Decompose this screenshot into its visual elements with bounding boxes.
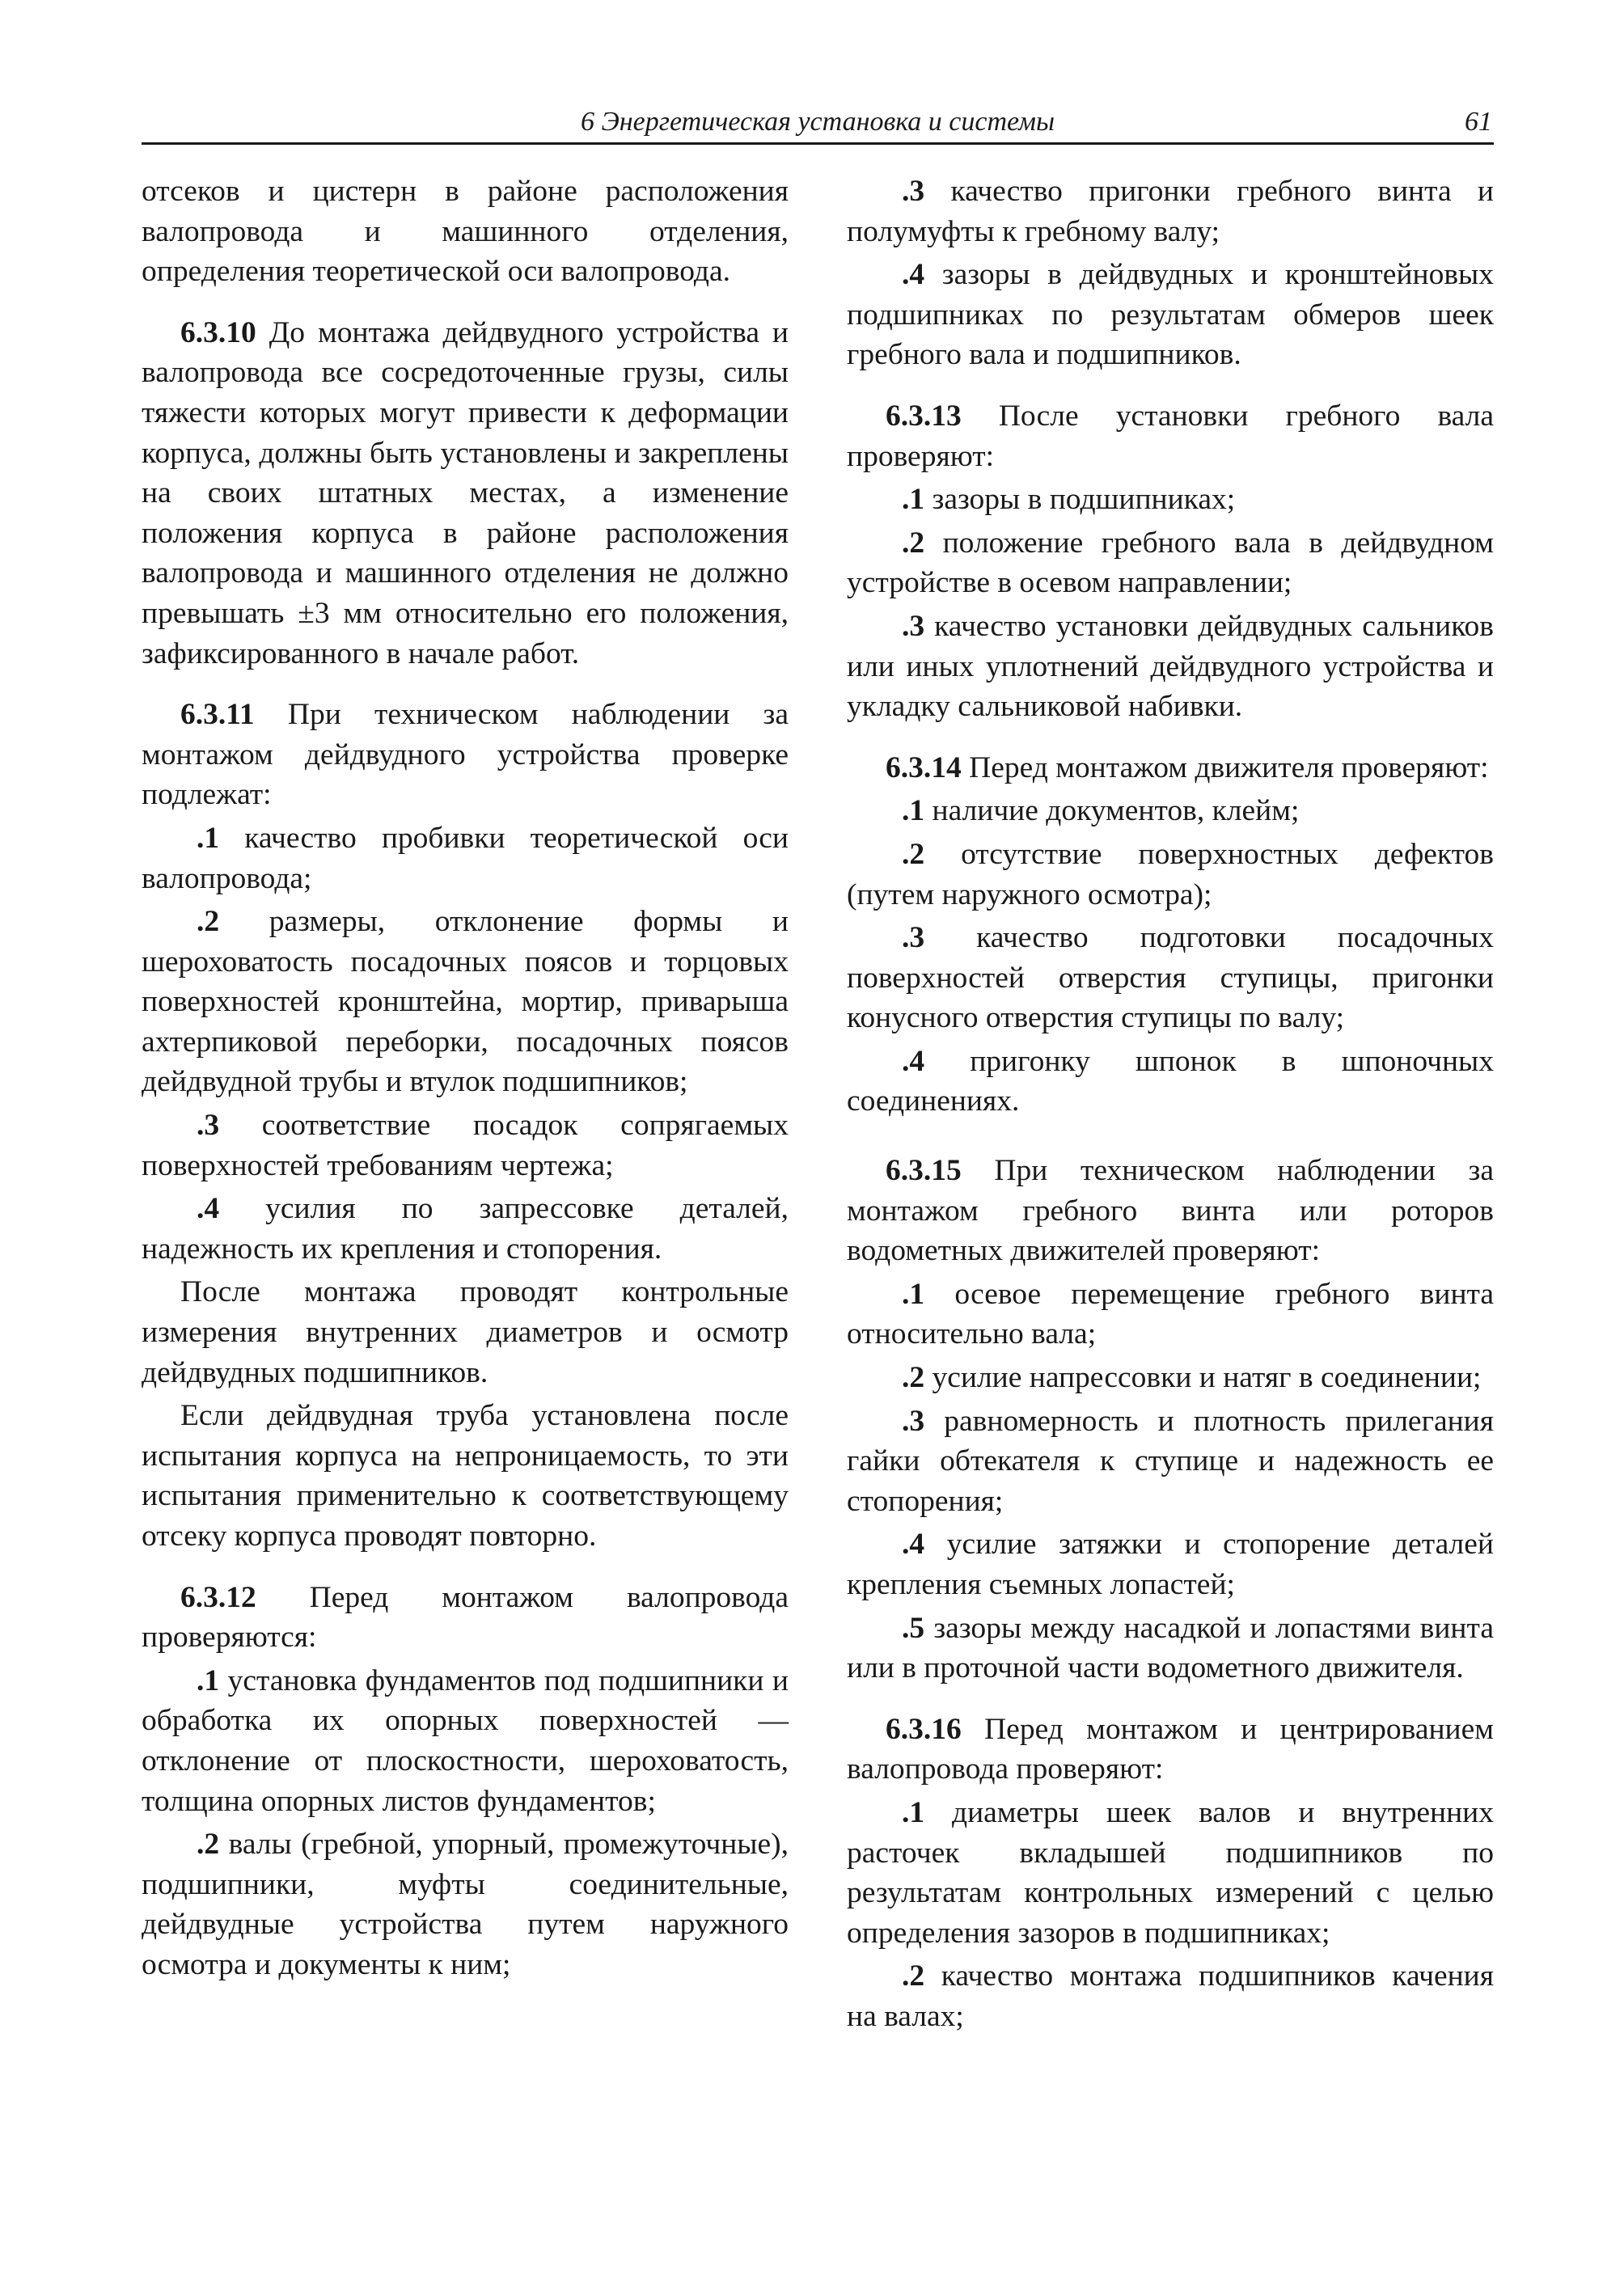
list-item: [847, 255, 1494, 375]
list-item: [847, 1608, 1494, 1689]
section-number: 6.3.10: [180, 315, 256, 349]
section-number: 6.3.15: [886, 1154, 962, 1188]
paragraph: Если дейдвудная труба установлена после испытания корпуса на непроницаемость, то эти испытания применительно к соответствующему отсеку корпуса проводят повторно.: [142, 1399, 789, 1553]
item-text: осевое перемещение гребного винта относительно вала;: [847, 1277, 1494, 1351]
item-number: .1: [902, 1795, 925, 1829]
item-text: отсутствие поверхностных дефектов (путем наружного осмотра);: [847, 837, 1494, 911]
list-item: [847, 1524, 1494, 1604]
item-number: .2: [902, 1361, 925, 1395]
item-number: .5: [902, 1611, 925, 1645]
item-number: .1: [197, 1663, 220, 1697]
item-number: .2: [197, 1828, 220, 1862]
item-text: качество пригонки гребного винта и полумуфты к гребному валу;: [847, 175, 1494, 248]
list-item: [847, 835, 1494, 915]
item-number: .1: [902, 1277, 925, 1311]
item-text: валы (гребной, упорный, промежуточные), подшипники, муфты соединительные, дейдвудные устройства путем наружного осмотра и документы к ним;: [142, 1828, 789, 1981]
list-item: [847, 480, 1494, 520]
item-text: зазоры в дейдвудных и кронштейновых подшипниках по результатам обмеров шеек гребного вала и подшипников.: [847, 258, 1494, 372]
item-number: .3: [197, 1109, 220, 1143]
list-item: [142, 1189, 789, 1269]
item-number: .3: [902, 1404, 925, 1438]
running-header: [142, 104, 1494, 145]
item-number: .4: [197, 1192, 220, 1226]
item-text: диаметры шеек валов и внутренних расточек вкладышей подшипников по результатам контрольных измерений с целью определения зазоров в подшипниках;: [847, 1795, 1494, 1950]
section-6-3-13: [847, 396, 1494, 476]
item-text: пригонку шпонок в шпоночных соединениях.: [847, 1044, 1494, 1118]
item-number: .1: [902, 794, 925, 828]
section-6-3-14: [847, 748, 1494, 788]
item-number: .3: [902, 175, 925, 208]
section-number: 6.3.13: [886, 399, 962, 433]
section-number: 6.3.14: [886, 750, 962, 784]
item-text: усилие затяжки и стопорение деталей крепления съемных лопастей;: [847, 1528, 1494, 1601]
list-item: [847, 918, 1494, 1038]
item-number: .4: [902, 1528, 925, 1562]
section-text: После установки гребного вала проверяют:: [847, 399, 1494, 473]
list-item: [847, 523, 1494, 603]
item-text: зазоры между насадкой и лопастями винта или в проточной части водометного движителя.: [847, 1611, 1494, 1685]
item-text: равномерность и плотность прилегания гайки обтекателя к ступице и надежность ее стопорения;: [847, 1404, 1494, 1518]
item-text: качество установки дейдвудных сальников или иных уплотнений дейдвудного устройства и укладку сальниковой набивки.: [847, 609, 1494, 724]
section-6-3-12: [142, 1578, 789, 1658]
list-item: [847, 1793, 1494, 1953]
list-item: [847, 171, 1494, 252]
list-item: [847, 1956, 1494, 2036]
section-text: При техническом наблюдении за монтажом дейдвудного устройства проверке подлежат:: [142, 698, 789, 812]
item-number: .1: [197, 821, 220, 855]
left-column: [142, 171, 789, 1985]
item-text: размеры, отклонение формы и шероховатость посадочных поясов и торцовых поверхностей кронштейна, мортир, приварыша ахтерпиковой переборки, посадочных поясов дейдвудной трубы и втулок подшипников;: [142, 905, 789, 1099]
item-text: установка фундаментов под подшипники и обработка их опорных поверхностей — отклонение от плоскостности, шероховатость, толщина опорных листов фундаментов;: [142, 1663, 789, 1818]
section-number: 6.3.16: [886, 1712, 962, 1746]
item-number: .4: [902, 1044, 925, 1078]
item-number: .1: [902, 483, 925, 517]
list-item: [847, 1358, 1494, 1398]
list-item: [847, 607, 1494, 727]
item-number: .4: [902, 258, 925, 292]
section-text: Перед монтажом движителя проверяют:: [961, 750, 1489, 784]
item-number: .3: [902, 921, 925, 955]
paragraph: После монтажа проводят контрольные измерения внутренних диаметров и осмотр дейдвудных подшипников.: [142, 1275, 789, 1389]
section-6-3-10: [142, 313, 789, 674]
section-6-3-15: [847, 1151, 1494, 1271]
list-item: [847, 1274, 1494, 1355]
item-text: усилия по запрессовке деталей, надежность их крепления и стопорения.: [142, 1192, 789, 1266]
list-item: [142, 902, 789, 1102]
item-text: усилие напрессовки и натяг в соединении;: [924, 1361, 1482, 1395]
list-item: [847, 791, 1494, 831]
item-number: .2: [902, 1959, 925, 1993]
right-column: [847, 171, 1494, 2037]
section-number: 6.3.12: [180, 1580, 256, 1614]
list-item: [847, 1401, 1494, 1522]
item-text: наличие документов, клейм;: [924, 794, 1300, 828]
section-number: 6.3.11: [180, 698, 255, 732]
section-6-3-16: [847, 1710, 1494, 1790]
item-number: .2: [197, 905, 220, 939]
item-number: .2: [902, 837, 925, 871]
item-text: соответствие посадок сопрягаемых поверхностей требованиям чертежа;: [142, 1109, 789, 1182]
page-number: 61: [1465, 107, 1492, 137]
list-item: [142, 818, 789, 898]
item-text: зазоры в подшипниках;: [924, 483, 1236, 517]
section-text: При техническом наблюдении за монтажом гребного винта или роторов водометных движителей проверяют:: [847, 1154, 1494, 1268]
paragraph-continuation: отсеков и цистерн в районе расположения валопровода и машинного отделения, определения теоретической оси валопровода.: [142, 175, 789, 289]
running-title: 6 Энергетическая установка и системы: [580, 107, 1055, 137]
list-item: [142, 1661, 789, 1821]
item-text: качество пробивки теоретической оси валопровода;: [142, 821, 789, 895]
item-text: качество монтажа подшипников качения на валах;: [847, 1959, 1494, 2033]
item-number: .2: [902, 526, 925, 560]
item-text: качество подготовки посадочных поверхностей отверстия ступицы, пригонки конусного отверстия ступицы по валу;: [847, 921, 1494, 1035]
section-text: До монтажа дейдвудного устройства и валопровода все сосредоточенные грузы, силы тяжести которых могут привести к деформации корпуса, должны быть установлены и закреплены на своих штатных местах, а изменение положения корпуса в районе расположения валопровода и машинного отделения не должно превышать ±3 мм относительно его положения, зафиксированного в начале работ.: [142, 315, 789, 670]
list-item: [142, 1824, 789, 1985]
section-text: Перед монтажом валопровода проверяются:: [142, 1580, 789, 1655]
list-item: [142, 1105, 789, 1186]
section-6-3-11: [142, 695, 789, 815]
item-text: положение гребного вала в дейдвудном устройстве в осевом направлении;: [847, 526, 1494, 600]
list-item: [847, 1042, 1494, 1122]
item-number: .3: [902, 609, 925, 643]
section-text: Перед монтажом и центрированием валопровода проверяют:: [847, 1712, 1494, 1786]
